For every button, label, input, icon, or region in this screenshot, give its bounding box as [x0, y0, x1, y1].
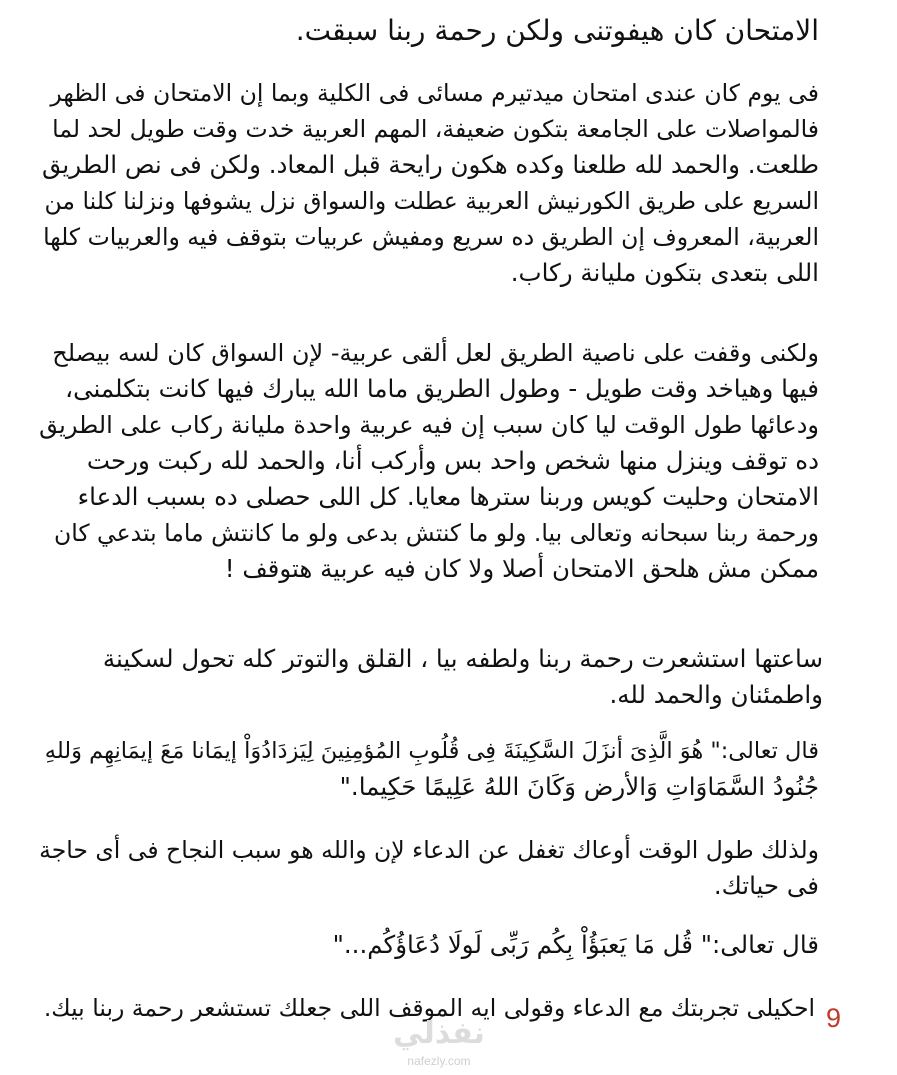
- paragraph-3: [43, 641, 823, 713]
- paragraph-5: [39, 832, 819, 904]
- text-line: ده توقف وينزل منها شخص واحد بس وأركب أنا، والحمد لله ركبت ورحت: [86, 446, 819, 475]
- watermark-site: nafezly.com: [407, 1054, 471, 1068]
- text-line: السريع على طريق الكورنيش العربية عطلت والسواق نزل يشوفها ونزلنا كلنا من: [44, 187, 819, 215]
- text-line: ساعتها استشعرت رحمة ربنا ولطفه بيا ، القلق والتوتر كله تحول لسكينة: [102, 644, 823, 673]
- page-number: 9: [826, 1003, 842, 1033]
- text-line: فيها وهياخد وقت طويل - وطول الطريق ماما الله يبارك فيها كانت بتكلمنى،: [65, 374, 819, 403]
- watermark-logo: [384, 1014, 494, 1074]
- text-line: ورحمة ربنا سبحانه وتعالى بيا. ولو ما كنتش بدعى ولو ما كانتش ماما بتدعي كان: [53, 519, 819, 547]
- text-line: فى يوم كان عندى امتحان ميدتيرم مسائى فى الكلية وبما إن الامتحان فى الظهر: [50, 79, 819, 107]
- text-line: العربية، المعروف إن الطريق ده سريع ومفيش عربيات بتوقف فيه والعربيات كلها: [43, 223, 819, 251]
- quran-verse-paragraph-1: [39, 733, 819, 805]
- text-line: ودعائها طول الوقت ليا كان سبب إن فيه عربية واحدة مليانة ركاب على الطريق: [39, 411, 819, 439]
- text-line: طلعت. والحمد لله طلعنا وكده هكون رايحة قبل المعاد. ولكن فى نص الطريق: [41, 150, 819, 179]
- watermark-logo-text: نفذلي: [393, 1016, 485, 1051]
- text-line: ممكن مش هلحق الامتحان أصلا ولا كان فيه عربية هتوقف !: [224, 554, 819, 583]
- text-line: احكيلى تجربتك مع الدعاء وقولى ايه الموقف اللى جعلك تستشعر رحمة ربنا بيك.: [43, 994, 815, 1022]
- text-line: واطمئنان والحمد لله.: [609, 680, 823, 709]
- text-line: ولذلك طول الوقت أوعاك تغفل عن الدعاء لإن والله هو سبب النجاح فى أى حاجة: [39, 836, 819, 864]
- text-line: الامتحان وحليت كويس وربنا سترها معايا. كل اللى حصلى ده بسبب الدعاء: [77, 482, 819, 511]
- quran-verse-line: قال تعالى:" هُوَ الَّذِىَ أنزَلَ السَّكِينَةَ فِى قُلُوبِ المُؤمِنِينَ لِيَزدَادُوَاْ إيمَانا مَعَ إيمَانِهِم وَللهِ: [44, 738, 819, 764]
- text-line: ولكنى وقفت على ناصية الطريق لعل ألقى عربية- لإن السواق كان لسه بيصلح: [52, 339, 819, 367]
- quran-verse-paragraph-2: [39, 927, 819, 963]
- quran-verse-line: قال تعالى:" قُل مَا يَعبَؤُاْ بِكُم رَبِّى لَولَا دُعَاؤُكُم...": [332, 930, 819, 959]
- quran-verse-line: جُنُودُ السَّمَاوَاتِ وَالأرض وَكَانَ اللهُ عَلِيمًا حَكِيما.": [339, 772, 819, 801]
- page-title: الامتحان كان هيفوتنى ولكن رحمة ربنا سبقت.: [295, 14, 819, 47]
- text-line: اللى بتعدى بتكون مليانة ركاب.: [510, 258, 819, 287]
- paragraph-1: [39, 75, 819, 291]
- paragraph-2: [39, 335, 819, 587]
- text-line: فى حياتك.: [713, 871, 819, 900]
- text-line: فالمواصلات على الجامعة بتكون ضعيفة، المهم العربية خدت وقت طويل لحد لما: [52, 115, 819, 143]
